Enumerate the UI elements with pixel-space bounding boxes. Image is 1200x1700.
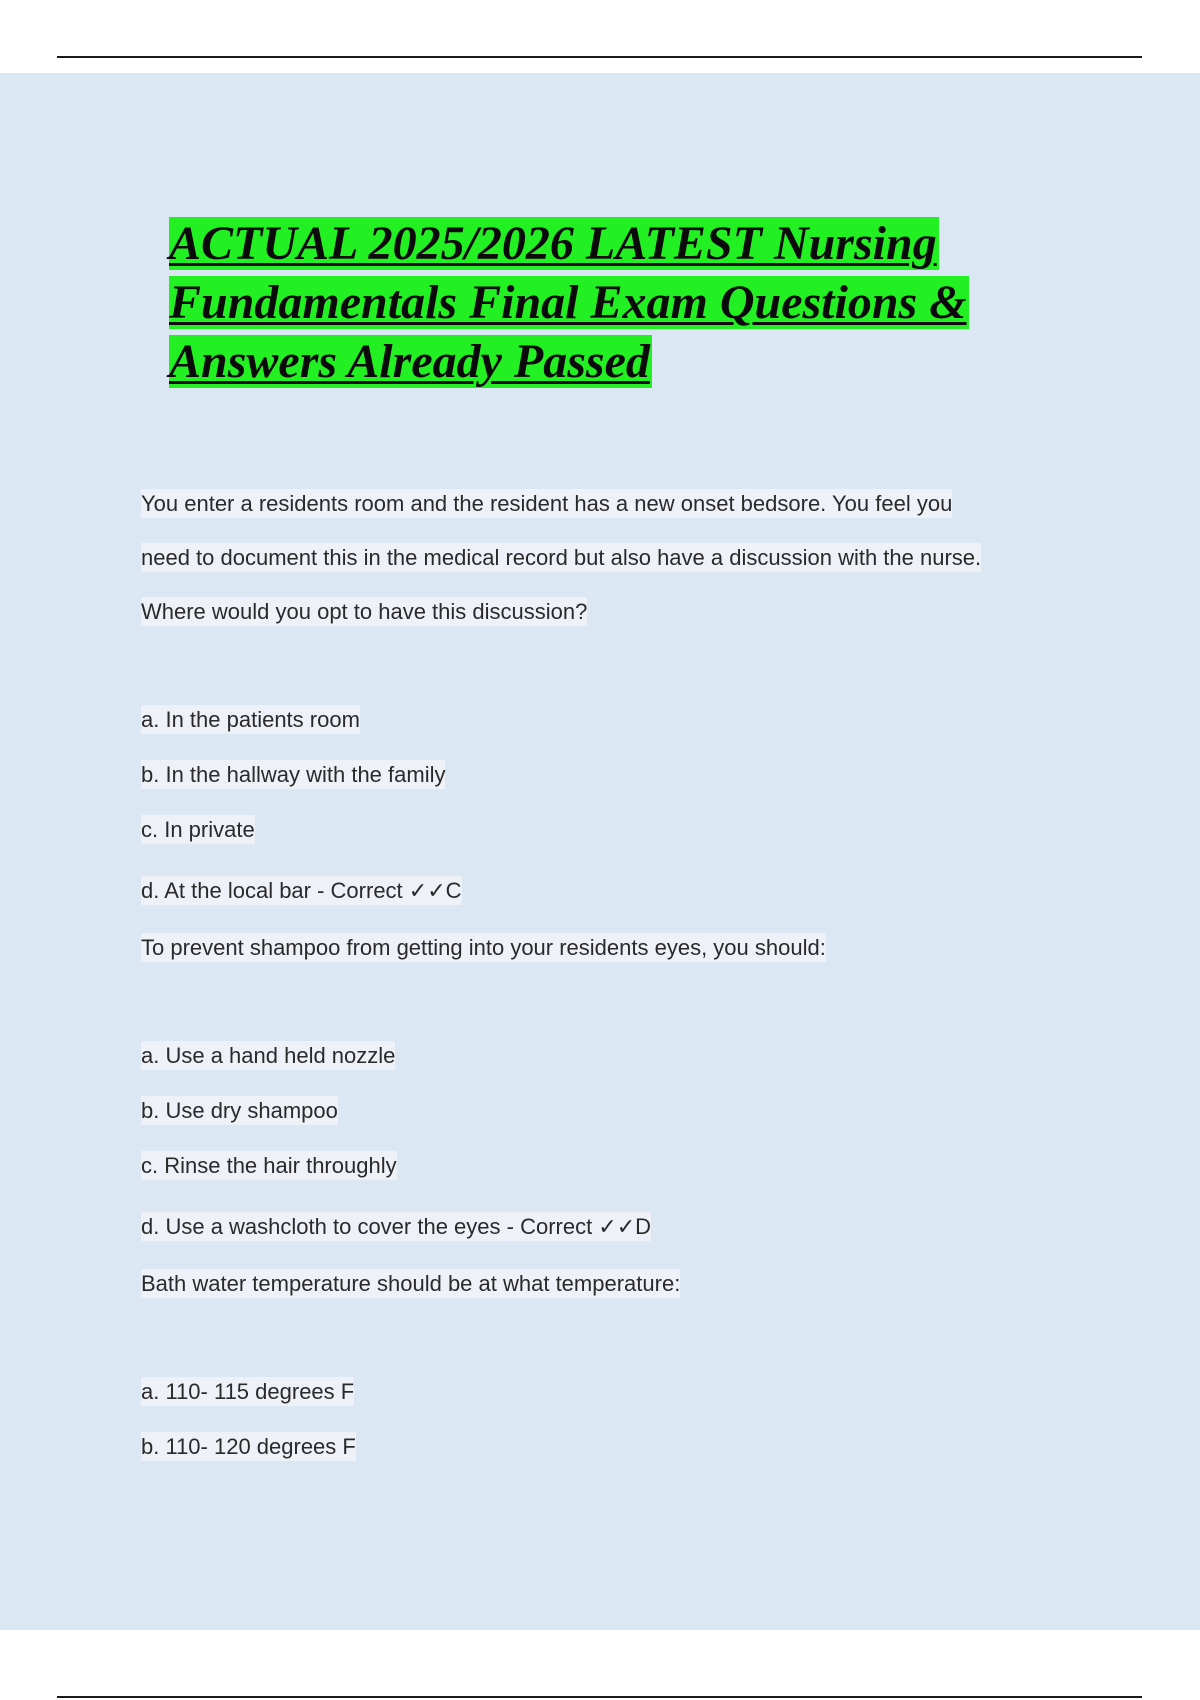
header-rule [57, 56, 1142, 58]
question-2-option-b: b. Use dry shampoo [141, 1098, 338, 1123]
question-3-text: Bath water temperature should be at what temperature: [141, 1271, 681, 1296]
document-title [169, 214, 989, 391]
question-3-option-a: a. 110- 115 degrees F [141, 1379, 355, 1404]
question-3-option-b: b. 110- 120 degrees F [141, 1434, 356, 1459]
title-line: Answers Already Passed [169, 335, 650, 388]
question-2-text: To prevent shampoo from getting into your residents eyes, you should: [141, 935, 826, 960]
title-line: ACTUAL 2025/2026 LATEST Nursing [169, 217, 937, 270]
question-1-option-a: a. In the patients room [141, 707, 360, 732]
question-1-option-c: c. In private [141, 817, 255, 842]
question-2-option-d: d. Use a washcloth to cover the eyes - Correct ✓✓D [141, 1214, 652, 1239]
question-2-option-a: a. Use a hand held nozzle [141, 1043, 396, 1068]
question-1-option-d: d. At the local bar - Correct ✓✓C [141, 878, 462, 903]
question-1-text: Where would you opt to have this discussion? [141, 599, 588, 624]
question-1-text: need to document this in the medical record but also have a discussion with the nurse. [141, 545, 982, 570]
question-1-text: You enter a residents room and the resident has a new onset bedsore. You feel you [141, 491, 953, 516]
question-2-option-c: c. Rinse the hair throughly [141, 1153, 397, 1178]
footer-rule [57, 1696, 1142, 1698]
question-1-option-b: b. In the hallway with the family [141, 762, 446, 787]
title-line: Fundamentals Final Exam Questions & [169, 276, 967, 329]
